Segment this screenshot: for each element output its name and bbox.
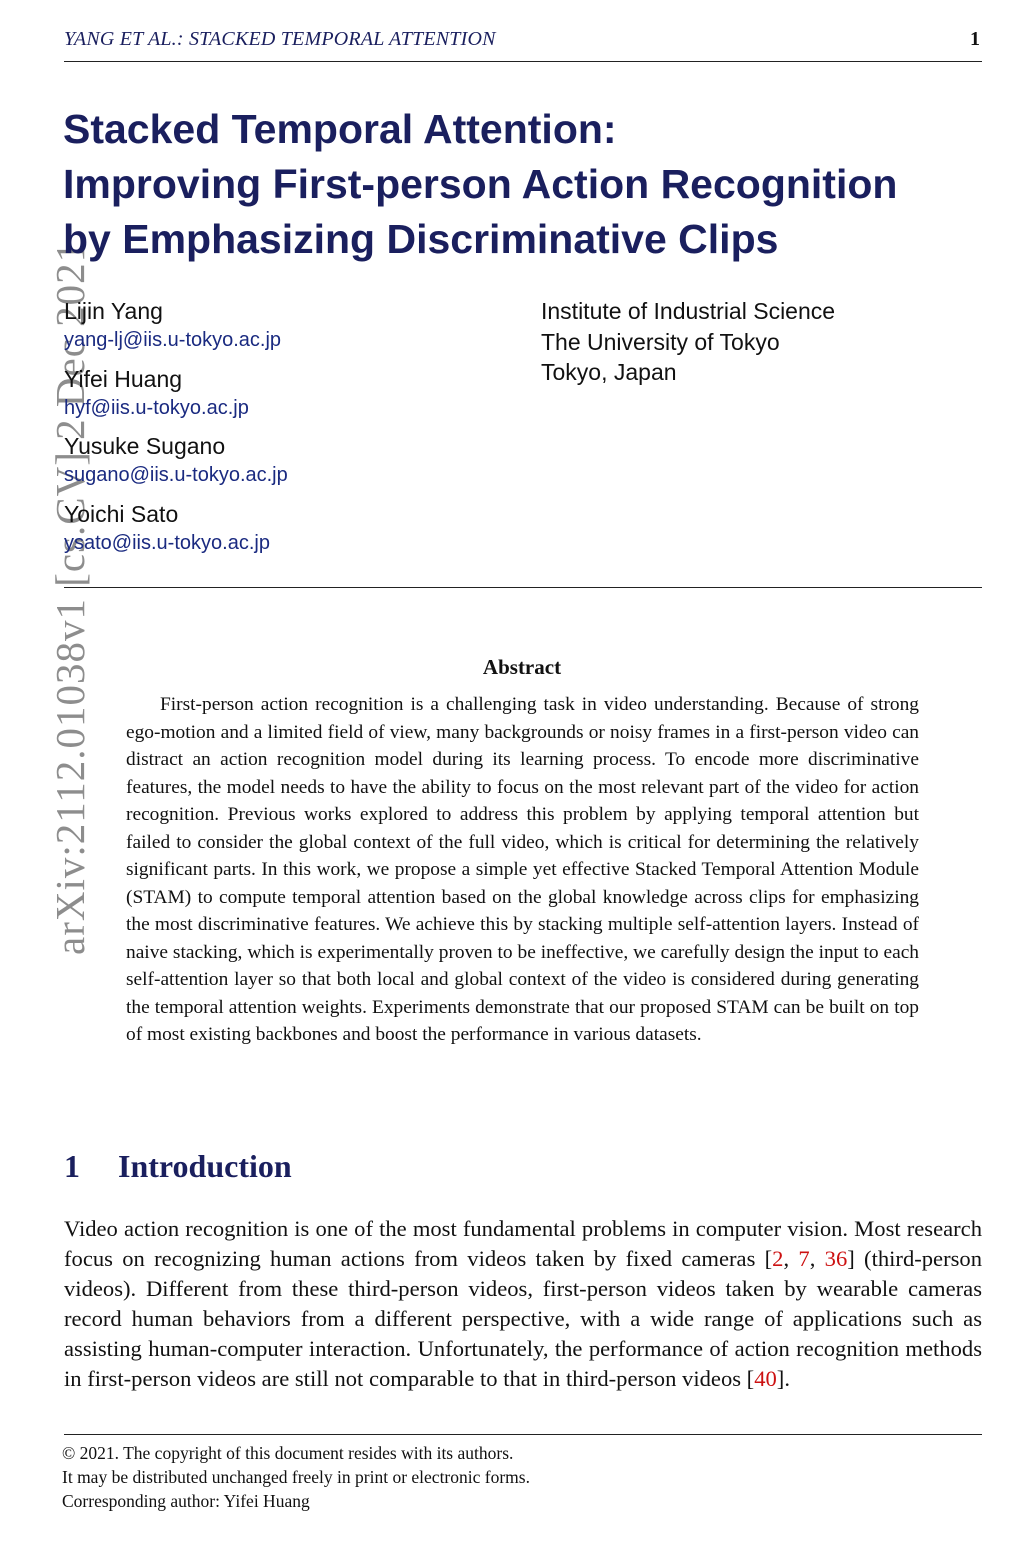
section-number: 1 xyxy=(64,1148,80,1184)
author-email-link[interactable]: hyf@iis.u-tokyo.ac.jp xyxy=(64,396,249,419)
intro-text: ]. xyxy=(776,1366,790,1391)
title-line-2: Improving First-person Action Recognition xyxy=(63,161,898,207)
author-name: Yifei Huang xyxy=(64,365,183,392)
citation-link[interactable]: 2 xyxy=(772,1246,784,1271)
intro-text: ] (third-person videos). Different from these third-person videos, first-person videos taken by wearable cameras record human behaviors from a different perspective, with a wide range of applications such as assisting human-computer interaction. Unfortunately, the performance of action recognition methods in first-person videos are still not comparable to that in third-person videos [ xyxy=(64,1246,982,1391)
affiliation-university: The University of Tokyo xyxy=(541,328,780,355)
copyright-line: © 2021. The copyright of this document resides with its authors. xyxy=(62,1443,514,1463)
affiliation-location: Tokyo, Japan xyxy=(541,359,677,385)
title-line-1: Stacked Temporal Attention: xyxy=(63,106,617,152)
corresponding-author-line: Corresponding author: Yifei Huang xyxy=(62,1491,310,1511)
author-email-link[interactable]: ysato@iis.u-tokyo.ac.jp xyxy=(64,531,270,554)
running-title: YANG ET AL.: STACKED TEMPORAL ATTENTION xyxy=(64,28,496,50)
running-header xyxy=(64,26,982,62)
arxiv-identifier-stamp: arXiv:2112.01038v1 [cs.CV] 2 Dec 2021 xyxy=(47,240,93,955)
author-list xyxy=(64,296,504,566)
introduction-paragraph xyxy=(64,1214,982,1394)
footnote-divider xyxy=(64,1434,982,1435)
affiliation-block xyxy=(541,296,961,388)
distribution-line: It may be distributed unchanged freely in print or electronic forms. xyxy=(62,1467,530,1487)
abstract-heading: Abstract xyxy=(482,655,562,679)
header-divider xyxy=(64,587,982,588)
citation-separator: , xyxy=(809,1246,825,1271)
author-email-link[interactable]: yang-lj@iis.u-tokyo.ac.jp xyxy=(64,329,282,351)
citation-link[interactable]: 40 xyxy=(754,1366,777,1391)
citation-separator: , xyxy=(783,1246,799,1271)
author-name: Yusuke Sugano xyxy=(64,433,226,459)
page-number: 1 xyxy=(970,28,980,50)
author-entry xyxy=(64,296,504,364)
citation-link[interactable]: 7 xyxy=(798,1246,810,1271)
footnote xyxy=(62,1441,962,1513)
citation-link[interactable]: 36 xyxy=(824,1246,848,1271)
author-entry xyxy=(64,364,504,432)
affiliation-institute: Institute of Industrial Science xyxy=(541,298,836,324)
author-name: Lijin Yang xyxy=(64,298,163,324)
author-entry xyxy=(64,431,504,499)
section-heading-introduction xyxy=(64,1148,292,1185)
section-title: Introduction xyxy=(118,1148,292,1184)
abstract-text: First-person action recognition is a challenging task in video understanding. Because of strong ego-motion and a limited field of view, many backgrounds or noisy frames in a first-person video can distract an action recognition model during its learning process. To encode more discriminative features, the model needs to have the ability to focus on the most relevant part of the video for action recognition. Previous works explored to address this problem by applying temporal attention but failed to consider the global context of the full video, which is critical for determining the relatively significant parts. In this work, we propose a simple yet effective Stacked Temporal Attention Module (STAM) to compute temporal attention based on the global knowledge across clips for emphasizing the most discriminative features. We achieve this by stacking multiple self-attention layers. Instead of naive stacking, which is experimentally proven to be ineffective, we carefully design the input to each self-attention layer so that both local and global context of the video is considered during generating the temporal attention weights. Experiments demonstrate that our proposed STAM can be built on top of most existing backbones and boost the performance in various datasets. xyxy=(126,694,919,1045)
author-name: Yoichi Sato xyxy=(64,500,179,527)
author-entry xyxy=(64,499,504,567)
intro-text: Video action recognition is one of the most fundamental problems in computer vision. Most research focus on recognizing human actions from videos taken by fixed cameras [ xyxy=(64,1216,982,1271)
title-line-3: by Emphasizing Discriminative Clips xyxy=(63,216,779,262)
author-email-link[interactable]: sugano@iis.u-tokyo.ac.jp xyxy=(64,464,288,486)
paper-title xyxy=(63,102,983,267)
